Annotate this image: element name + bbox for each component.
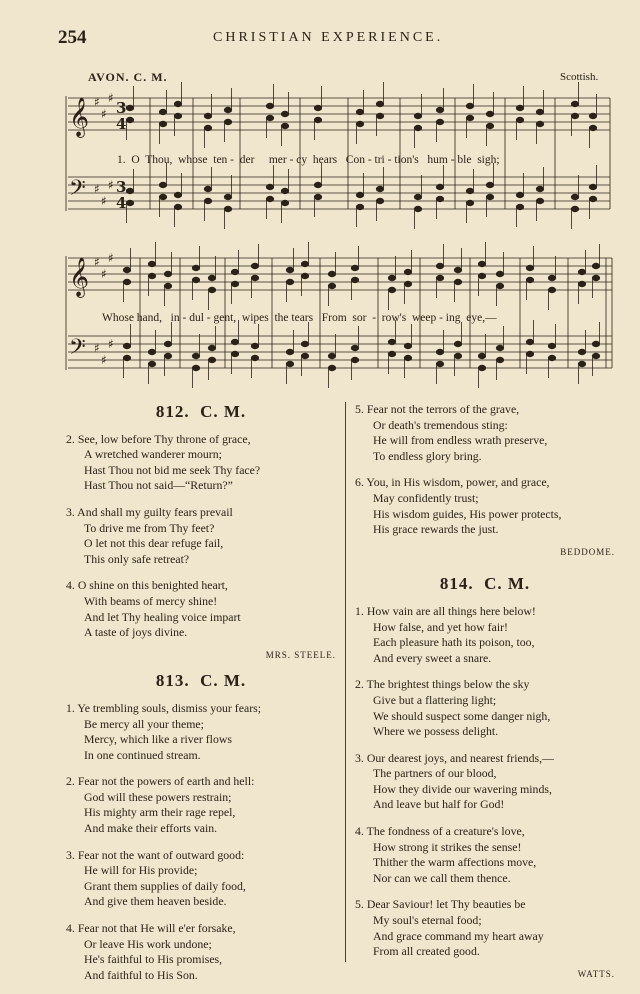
- note-head: [356, 192, 363, 197]
- note-head: [516, 117, 523, 122]
- note-head: [314, 117, 321, 122]
- note-head: [208, 287, 215, 292]
- tune-name: AVON. C. M.: [88, 70, 168, 84]
- stanza: 1. How vain are all things here below! How false, and yet how fair! Each pleasure hath its poison, too, And every sweet a snare.: [355, 603, 536, 665]
- note-head: [281, 188, 288, 193]
- note-head: [159, 121, 166, 126]
- note-head: [351, 265, 358, 270]
- note-head: [589, 113, 596, 118]
- note-head: [208, 357, 215, 362]
- note-head: [526, 351, 533, 356]
- stanza: 5. Fear not the terrors of the grave, Or death's tremendous sting: He will from endless wrath preserve, To endless glory bring.: [355, 402, 548, 463]
- note-head: [548, 275, 555, 280]
- note-head: [224, 206, 231, 211]
- right-column: [355, 398, 615, 992]
- note-head: [571, 194, 578, 199]
- note-head: [536, 121, 543, 126]
- time-signature-icon: 4: [116, 115, 127, 133]
- note-head: [404, 281, 411, 286]
- note-head: [192, 277, 199, 282]
- lyric-line-1: 1. O Thou, whose ten - der mer - cy hears Con - tri - tion's hum - ble sigh;: [117, 154, 500, 166]
- stanza: 4. Fear not that He will e'er forsake, Or leave His work undone; He's faithful to His promises, And faithful to His Son.: [66, 921, 236, 982]
- note-head: [436, 196, 443, 201]
- sharp-icon: ♯: [94, 95, 100, 109]
- note-head: [571, 113, 578, 118]
- page-number: 254: [58, 27, 87, 48]
- note-head: [571, 206, 578, 211]
- bass-clef-icon: 𝄢: [69, 176, 86, 206]
- note-head: [192, 265, 199, 270]
- note-head: [204, 113, 211, 118]
- note-head: [148, 349, 155, 354]
- note-head: [301, 341, 308, 346]
- note-head: [266, 184, 273, 189]
- note-head: [414, 206, 421, 211]
- sharp-icon: ♯: [101, 194, 107, 208]
- note-head: [376, 113, 383, 118]
- note-head: [388, 287, 395, 292]
- note-head: [281, 123, 288, 128]
- note-head: [404, 269, 411, 274]
- note-head: [123, 279, 130, 284]
- note-head: [578, 281, 585, 286]
- hymn-title: 812. C. M.: [155, 402, 247, 421]
- hymn-812: [66, 404, 336, 663]
- note-head: [436, 107, 443, 112]
- note-head: [414, 113, 421, 118]
- music-score: [0, 0, 640, 400]
- stanza: 4. The fondness of a creature's love, How strong it strikes the sense! Thither the warm affections move, Nor can we call them thence.: [355, 824, 537, 885]
- hymn-814: [355, 576, 615, 982]
- note-head: [281, 111, 288, 116]
- note-head: [526, 277, 533, 282]
- note-head: [251, 355, 258, 360]
- note-head: [388, 339, 395, 344]
- note-head: [174, 204, 181, 209]
- note-head: [356, 121, 363, 126]
- stanza: 1. Ye trembling souls, dismiss your fears; Be mercy all your theme; Mercy, which like a river flows In one continued stream.: [66, 700, 261, 762]
- note-head: [231, 281, 238, 286]
- note-head: [208, 345, 215, 350]
- note-head: [478, 365, 485, 370]
- note-head: [578, 269, 585, 274]
- note-head: [204, 125, 211, 130]
- note-head: [436, 275, 443, 280]
- note-head: [496, 283, 503, 288]
- note-head: [436, 263, 443, 268]
- note-head: [266, 196, 273, 201]
- sharp-icon: ♯: [108, 337, 114, 351]
- note-head: [192, 365, 199, 370]
- note-head: [301, 261, 308, 266]
- note-head: [516, 192, 523, 197]
- note-head: [328, 271, 335, 276]
- note-head: [356, 109, 363, 114]
- lyric-line-2: Whose hand, in - dul - gent, wipes the tears From sor - row's weep - ing eye,—: [102, 312, 497, 324]
- note-head: [286, 361, 293, 366]
- note-head: [164, 353, 171, 358]
- note-head: [164, 283, 171, 288]
- stanza: 3. Fear not the want of outward good: He will for His provide; Grant them supplies of daily food, And give them heaven beside.: [66, 847, 246, 909]
- note-head: [454, 341, 461, 346]
- note-head: [478, 261, 485, 266]
- note-head: [351, 357, 358, 362]
- note-head: [548, 287, 555, 292]
- note-head: [204, 186, 211, 191]
- note-head: [174, 113, 181, 118]
- hymn-author: MRS. STEELE.: [265, 649, 336, 660]
- note-head: [404, 343, 411, 348]
- note-head: [466, 103, 473, 108]
- note-head: [286, 279, 293, 284]
- note-head: [148, 273, 155, 278]
- note-head: [592, 341, 599, 346]
- note-head: [126, 188, 133, 193]
- note-head: [208, 275, 215, 280]
- note-head: [123, 343, 130, 348]
- note-head: [286, 349, 293, 354]
- note-head: [478, 353, 485, 358]
- note-head: [548, 343, 555, 348]
- bass-clef-icon: 𝄢: [69, 335, 86, 365]
- note-head: [204, 198, 211, 203]
- column-divider: [345, 402, 346, 962]
- note-head: [592, 353, 599, 358]
- note-head: [159, 194, 166, 199]
- sharp-icon: ♯: [94, 341, 100, 355]
- note-head: [126, 200, 133, 205]
- note-head: [454, 353, 461, 358]
- note-head: [224, 119, 231, 124]
- sharp-icon: ♯: [94, 255, 100, 269]
- note-head: [328, 365, 335, 370]
- stanza: 2. The brightest things below the sky Give but a flattering light; We should suspect some danger nigh, Where we possess delight.: [355, 677, 551, 739]
- note-head: [578, 349, 585, 354]
- note-head: [454, 267, 461, 272]
- note-head: [496, 357, 503, 362]
- note-head: [231, 351, 238, 356]
- left-column: [66, 398, 336, 994]
- note-head: [286, 267, 293, 272]
- hymn-813: [66, 673, 336, 983]
- note-head: [159, 109, 166, 114]
- note-head: [314, 182, 321, 187]
- running-head: CHRISTIAN EXPERIENCE.: [213, 30, 444, 45]
- hymn-author: WATTS.: [577, 968, 615, 979]
- note-head: [496, 271, 503, 276]
- note-head: [404, 355, 411, 360]
- note-head: [148, 361, 155, 366]
- note-head: [356, 204, 363, 209]
- note-head: [192, 353, 199, 358]
- note-head: [148, 261, 155, 266]
- sharp-icon: ♯: [94, 182, 100, 196]
- note-head: [589, 125, 596, 130]
- note-head: [466, 188, 473, 193]
- note-head: [388, 351, 395, 356]
- note-head: [126, 105, 133, 110]
- note-head: [486, 111, 493, 116]
- note-head: [466, 115, 473, 120]
- time-signature-icon: 3: [116, 99, 127, 117]
- stanza: 3. And shall my guilty fears prevail To drive me from Thy feet? O let not this dear refuge fail, This only safe retreat?: [66, 504, 233, 566]
- note-head: [526, 339, 533, 344]
- note-head: [414, 125, 421, 130]
- note-head: [351, 345, 358, 350]
- note-head: [496, 345, 503, 350]
- stanza: 3. Our dearest joys, and nearest friends,— The partners of our blood, How they divide our wavering minds, And leave but half for God!: [355, 750, 554, 812]
- note-head: [486, 182, 493, 187]
- sharp-icon: ♯: [108, 178, 114, 192]
- note-head: [478, 273, 485, 278]
- note-head: [592, 275, 599, 280]
- note-head: [536, 109, 543, 114]
- note-head: [301, 353, 308, 358]
- sharp-icon: ♯: [108, 91, 114, 105]
- note-head: [164, 271, 171, 276]
- note-head: [174, 192, 181, 197]
- note-head: [516, 105, 523, 110]
- hymn-title: 814. C. M.: [439, 574, 531, 594]
- time-signature-icon: 4: [116, 194, 127, 212]
- note-head: [376, 101, 383, 106]
- note-head: [123, 267, 130, 272]
- sharp-icon: ♯: [101, 353, 107, 367]
- note-head: [526, 265, 533, 270]
- treble-clef-icon: 𝄞: [69, 257, 90, 297]
- treble-clef-icon: 𝄞: [69, 97, 90, 137]
- note-head: [251, 275, 258, 280]
- note-head: [174, 101, 181, 106]
- note-head: [436, 184, 443, 189]
- note-head: [266, 103, 273, 108]
- note-head: [436, 349, 443, 354]
- note-head: [126, 117, 133, 122]
- note-head: [578, 361, 585, 366]
- note-head: [224, 194, 231, 199]
- hymn-author: BEDDOME.: [560, 546, 615, 557]
- note-head: [548, 355, 555, 360]
- note-head: [376, 186, 383, 191]
- sharp-icon: ♯: [108, 251, 114, 265]
- note-head: [414, 194, 421, 199]
- note-head: [516, 204, 523, 209]
- note-head: [466, 200, 473, 205]
- note-head: [376, 198, 383, 203]
- note-head: [231, 269, 238, 274]
- note-head: [589, 196, 596, 201]
- note-head: [231, 339, 238, 344]
- note-head: [536, 198, 543, 203]
- note-head: [571, 101, 578, 106]
- note-head: [592, 263, 599, 268]
- note-head: [266, 115, 273, 120]
- stanza: 2. Fear not the powers of earth and hell: God will these powers restrain; His mighty arm their rage repel, And make their efforts vain.: [66, 774, 255, 836]
- note-head: [589, 184, 596, 189]
- time-signature-icon: 3: [116, 178, 127, 196]
- stanza: 5. Dear Saviour! let Thy beauties be My soul's eternal food; And grace command my heart away From all created good.: [355, 897, 544, 959]
- note-head: [454, 279, 461, 284]
- stanza: 4. O shine on this benighted heart, With beams of mercy shine! And let Thy healing voice impart A taste of joys divine.: [66, 578, 241, 640]
- note-head: [281, 200, 288, 205]
- sharp-icon: ♯: [101, 107, 107, 121]
- note-head: [314, 105, 321, 110]
- note-head: [123, 355, 130, 360]
- note-head: [388, 275, 395, 280]
- tune-source: Scottish.: [560, 71, 599, 83]
- stanza: 6. You, in His wisdom, power, and grace, May confidently trust; His wisdom guides, His power protects, His grace rewards the just.: [355, 475, 562, 537]
- note-head: [159, 182, 166, 187]
- note-head: [351, 277, 358, 282]
- hymn-title: 813. C. M.: [155, 671, 247, 691]
- note-head: [486, 194, 493, 199]
- note-head: [486, 123, 493, 128]
- note-head: [164, 341, 171, 346]
- stanza: 2. See, low before Thy throne of grace, A wretched wanderer mourn; Hast Thou not bid me seek Thy face? Hast Thou not said—“Return?”: [66, 431, 261, 493]
- note-head: [328, 353, 335, 358]
- note-head: [251, 263, 258, 268]
- sharp-icon: ♯: [101, 267, 107, 281]
- note-head: [436, 361, 443, 366]
- note-head: [224, 107, 231, 112]
- note-head: [314, 194, 321, 199]
- note-head: [328, 283, 335, 288]
- note-head: [251, 343, 258, 348]
- note-head: [536, 186, 543, 191]
- note-head: [301, 273, 308, 278]
- note-head: [436, 119, 443, 124]
